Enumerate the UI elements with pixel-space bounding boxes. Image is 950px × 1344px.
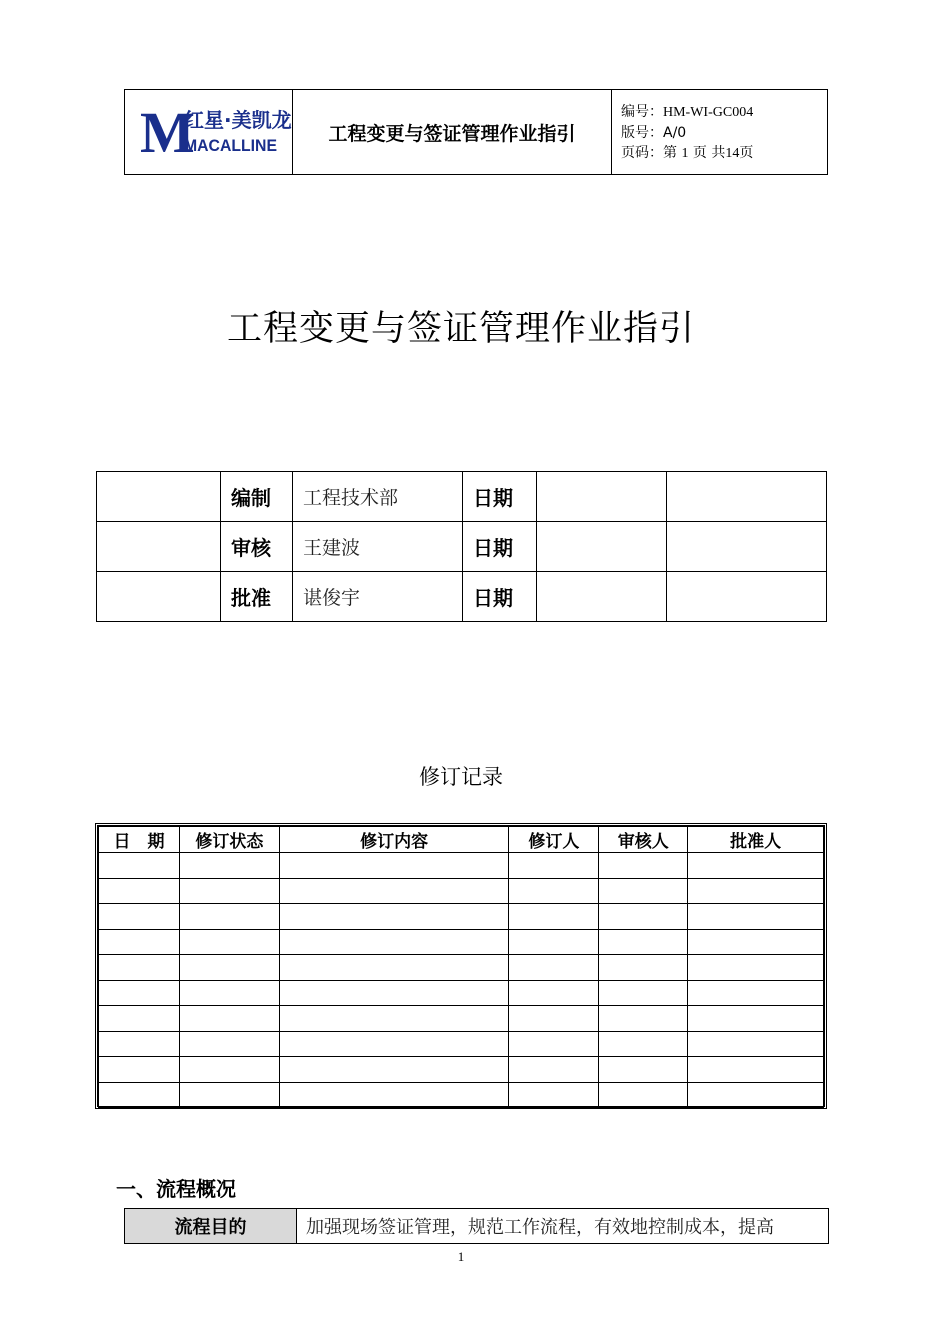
revision-row [99,853,824,879]
logo-mark: M [140,100,195,165]
signoff-blank-cell [667,522,827,572]
revision-row [99,904,824,930]
signoff-role: 编制 [221,472,293,522]
signoff-name: 工程技术部 [293,472,463,522]
revision-cell [688,980,824,1006]
signoff-date-value [537,472,667,522]
revision-cell [509,1006,599,1032]
revision-cell [509,1031,599,1057]
signoff-blank-cell [97,522,221,572]
signoff-date-label: 日期 [463,572,537,622]
page-total: 14 [725,146,740,161]
document-header [124,89,828,175]
revision-cell [509,853,599,879]
revision-cell [509,955,599,981]
revision-cell [279,1082,509,1108]
signoff-blank-cell [97,472,221,522]
header-title: 工程变更与签证管理作业指引 [293,90,612,174]
revision-cell [509,1082,599,1108]
revision-cell [279,1031,509,1057]
revision-cell [688,929,824,955]
revision-cell [599,853,688,879]
revision-cell [599,1082,688,1108]
revision-cell [99,878,180,904]
revision-cell [279,878,509,904]
signoff-date-value [537,572,667,622]
revision-cell [599,1057,688,1083]
signoff-blank-cell [667,572,827,622]
revision-header-cell: 修订状态 [179,827,279,853]
revision-cell [599,904,688,930]
revision-cell [599,980,688,1006]
revision-cell [599,929,688,955]
revision-row [99,1057,824,1083]
revision-cell [179,1031,279,1057]
doc-number: HM-WI-GC004 [663,105,754,120]
version-line: 版号：A/0 [621,125,687,141]
revision-cell [99,904,180,930]
revision-cell [688,1082,824,1108]
revision-cell [599,955,688,981]
revision-cell [688,955,824,981]
revision-cell [509,1057,599,1083]
revision-cell [99,980,180,1006]
revision-cell [99,1057,180,1083]
signoff-name: 谌俊宇 [293,572,463,622]
revision-cell [179,1057,279,1083]
revision-row [99,1082,824,1108]
revision-table [98,826,824,1108]
signoff-name: 王建波 [293,522,463,572]
signoff-role: 批准 [221,572,293,622]
revision-cell [99,929,180,955]
header-meta [612,90,828,174]
signoff-row [97,522,827,572]
revision-cell [99,853,180,879]
signoff-date-label: 日期 [463,472,537,522]
version: A/0 [663,125,687,141]
revision-row [99,878,824,904]
revision-header-row [99,827,824,853]
logo-cell [125,90,293,174]
revision-header-cell: 日 期 [99,827,180,853]
revision-cell [688,904,824,930]
signoff-table [96,471,827,622]
revision-row [99,1006,824,1032]
revision-cell [99,955,180,981]
revision-cell [179,1006,279,1032]
revision-row [99,955,824,981]
revision-cell [688,853,824,879]
revision-cell [688,878,824,904]
revision-header-cell: 批准人 [688,827,824,853]
revision-cell [179,904,279,930]
signoff-date-value [537,522,667,572]
purpose-label: 流程目的 [125,1209,297,1244]
revision-cell [599,1006,688,1032]
revision-cell [99,1006,180,1032]
revision-cell [688,1031,824,1057]
signoff-blank-cell [97,572,221,622]
revision-cell [99,1031,180,1057]
revision-cell [599,1031,688,1057]
revision-cell [179,980,279,1006]
signoff-role: 审核 [221,522,293,572]
signoff-row [97,572,827,622]
doc-number-line: 编号：HM-WI-GC004 [621,104,754,120]
page-number: 1 [457,1249,465,1264]
revision-cell [99,1082,180,1108]
section-heading: 一、流程概况 [116,1177,236,1201]
revision-row [99,1031,824,1057]
logo-brand-cn: 红星·美凯龙 [184,108,292,132]
revision-cell [179,929,279,955]
revision-cell [509,980,599,1006]
revision-cell [279,904,509,930]
logo-brand-en: MACALLINE [184,136,277,155]
revision-cell [179,878,279,904]
revision-cell [688,1057,824,1083]
revision-cell [279,1006,509,1032]
revision-cell [179,1082,279,1108]
revision-cell [509,878,599,904]
revision-cell [179,955,279,981]
revision-cell [509,929,599,955]
revision-cell [279,980,509,1006]
revision-cell [179,853,279,879]
revision-cell [279,1057,509,1083]
revision-cell [509,904,599,930]
revision-cell [279,955,509,981]
signoff-blank-cell [667,472,827,522]
revision-title: 修订记录 [419,765,503,789]
page-current: 1 [681,146,689,161]
page-line: 页码：第 1 页 共14页 [621,145,754,161]
revision-cell [599,878,688,904]
revision-cell [279,853,509,879]
revision-row [99,929,824,955]
revision-header-cell: 审核人 [599,827,688,853]
revision-row [99,980,824,1006]
revision-header-cell: 修订内容 [279,827,509,853]
document-title: 工程变更与签证管理作业指引 [226,309,695,349]
signoff-date-label: 日期 [463,522,537,572]
revision-header-cell: 修订人 [509,827,599,853]
revision-table-frame [95,823,827,1109]
revision-cell [279,929,509,955]
macalline-logo [140,100,292,165]
signoff-row [97,472,827,522]
purpose-text: 加强现场签证管理，规范工作流程，有效地控制成本，提高 [297,1209,829,1244]
process-overview-table [124,1208,829,1244]
revision-cell [688,1006,824,1032]
